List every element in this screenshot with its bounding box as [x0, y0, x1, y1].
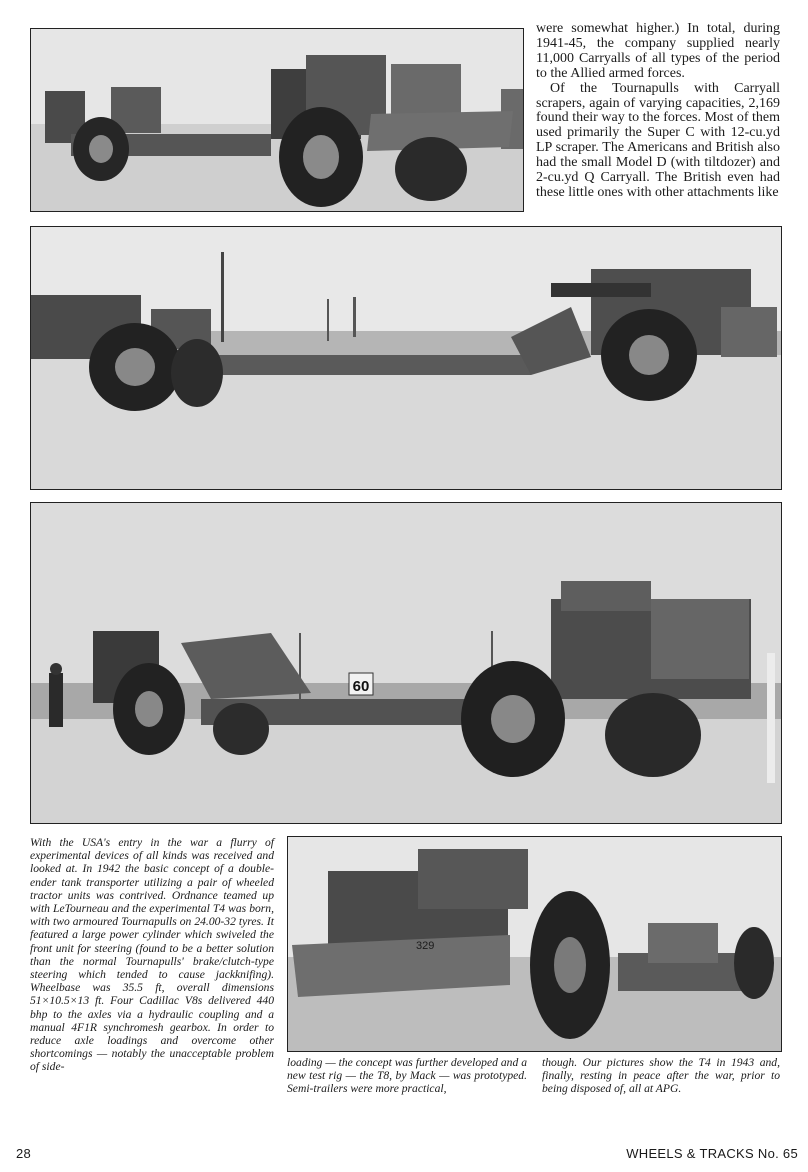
photo-t4-front-view: [287, 836, 782, 1052]
photo-t4-front-quarter: [30, 28, 524, 212]
photo-vehicle-number: 329: [416, 940, 435, 952]
article-column-right: [536, 22, 780, 201]
article-paragraph-1: were somewhat higher.) In total, during 1941-45, the company supplied nearly 11,000 Carryalls of all types of the period to the Allied armed forces.: [536, 21, 780, 81]
caption-text-3: though. Our pictures show the T4 in 1943 and, finally, resting in peace after the war, prior to being disposed of, all at APG.: [542, 1056, 780, 1096]
caption-column-3: [542, 1056, 780, 1096]
page-number: 28: [16, 1146, 32, 1161]
caption-text-2: loading — the concept was further developed and a new test rig — the T8, by Mack — was prototyped. Semi-trailers were more practical,: [287, 1056, 527, 1096]
caption-column-2: [287, 1056, 527, 1096]
article-paragraph-2: Of the Tournapulls with Carryall scrapers, again of varying capacities, 2,169 found their way to the forces. Most of them used primarily the Super C with 12-cu.yd LP scraper. The Americans and British also had the small Model D (with tiltdozer) and 2-cu.yd Q Carryall. The British even had these little ones with other attachments like: [536, 80, 780, 200]
caption-text-1: With the USA's entry in the war a flurry of experimental devices of all kinds was received and looked at. In 1942 the basic concept of a double-ender tank transporter utilizing a pair of wheeled tractor units was contrived. Ordnance teamed up with LeTourneau and the experimental T4 was born, with two armoured Tournapulls on 24.00-32 tyres. It featured a large power cylinder which swiveled the front unit for steering (found to be a better solution than the normal Tournapulls' brake/clutch-type steering which tended to cause jackknifing). Wheelbase was 35.5 ft, overall dimensions 51×10.5×13 ft. Four Cadillac V8s delivered 440 bhp to the axles via a hydraulic coupling and a manual 4F1R synchromesh gearbox. In order to reduce axle loadings and overcome other shortcomings — notably the unacceptable problem of side-: [30, 836, 274, 1074]
publication-title: WHEELS & TRACKS No. 65: [626, 1146, 798, 1161]
photo-t4-with-figure: [30, 502, 782, 824]
photo-t4-side-view: [30, 226, 782, 490]
caption-column-1: [30, 836, 274, 1074]
photo-sign-60: 60: [352, 678, 370, 695]
